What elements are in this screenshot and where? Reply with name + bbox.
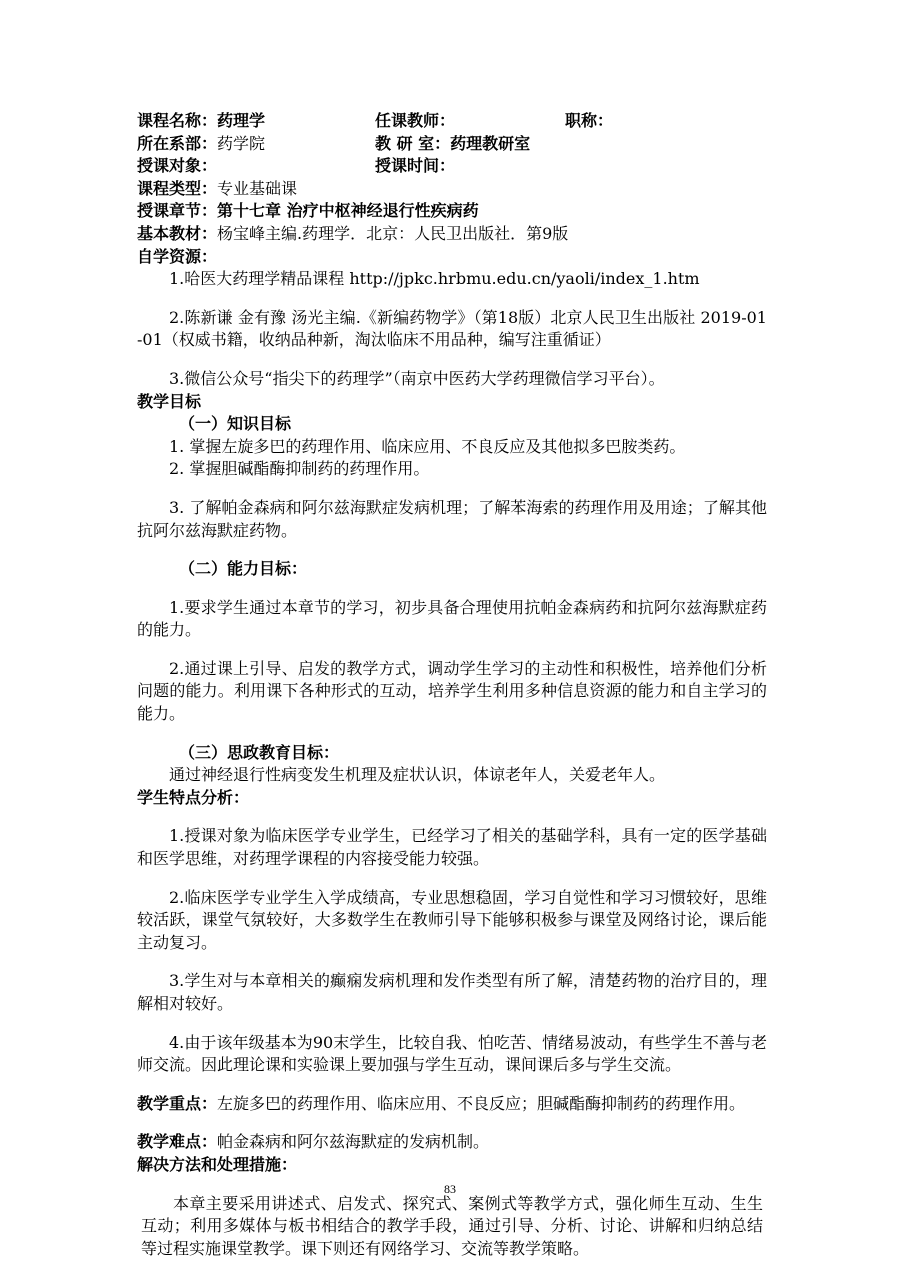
time-label: 授课时间：: [375, 156, 456, 176]
resource-item: 1.哈医大药理学精品课程 http://jpkc.hrbmu.edu.cn/yaoli/index_1.htm: [169, 269, 700, 289]
department-field: [137, 133, 375, 156]
key-points: [137, 1093, 767, 1116]
audience-label: 授课对象：: [137, 156, 218, 176]
knowledge-goal-item: 3. 了解帕金森病和阿尔兹海默症发病机理；了解苯海索的药理作用及用途；了解其他抗阿尔兹海默症药物。: [137, 497, 767, 540]
textbook-line: [137, 223, 767, 246]
page-number: 83: [444, 1182, 456, 1196]
chapter-line: [137, 200, 767, 223]
office-field: [375, 133, 530, 156]
course-field: [137, 110, 375, 133]
knowledge-goals-heading: （一）知识目标: [179, 414, 292, 434]
lesson-plan-content: [137, 110, 767, 1276]
ability-goal-item: 1.要求学生通过本章节的学习，初步具备合理使用抗帕金森病药和抗阿尔兹海默症药的能力。: [137, 597, 767, 640]
office-value: 药理教研室: [450, 133, 531, 153]
methods-heading: 解决方法和处理措施：: [137, 1154, 298, 1174]
student-feature-item: 2.临床医学专业学生入学成绩高，专业思想稳固，学习自觉性和学习习惯较好，思维较活跃，课堂气氛较好，大多数学生在教师引导下能够积极参与课堂及网络讨论，课后能主动复习。: [137, 887, 767, 952]
resource-item: 2.陈新谦 金有豫 汤光主编.《新编药物学》（第18版）北京人民卫生出版社 2019-01-01（权威书籍，收纳品种新，淘汰临床不用品种，编写注重循证）: [137, 307, 767, 350]
course-type-label: 课程类型：: [137, 178, 218, 198]
knowledge-goal-item: 2. 掌握胆碱酯酶抑制药的药理作用。: [169, 459, 430, 479]
office-label: 教 研 室：: [375, 133, 451, 153]
textbook-label: 基本教材：: [137, 223, 218, 243]
goals-heading: 教学目标: [137, 391, 202, 411]
department-row: [137, 133, 767, 156]
students-heading: 学生特点分析：: [137, 787, 250, 807]
key-points-value: 左旋多巴的药理作用、临床应用、不良反应；胆碱酯酶抑制药的药理作用。: [217, 1093, 746, 1113]
course-info-row: [137, 110, 767, 133]
student-feature-item: 3.学生对与本章相关的癫痫发病机理和发作类型有所了解，清楚药物的治疗目的，理解相对较好。: [137, 971, 767, 1013]
textbook-value: 杨宝峰主编.药理学．北京：人民卫出版社．第9版: [217, 223, 569, 243]
difficulties: [137, 1131, 767, 1154]
course-type-value: 专业基础课: [217, 178, 298, 198]
department-label: 所在系部：: [137, 133, 218, 153]
course-value: 药理学: [217, 111, 266, 130]
ideology-goal-text: 通过神经退行性病变发生机理及症状认识，体谅老年人，关爱老年人。: [169, 765, 666, 785]
department-value: 药学院: [217, 133, 266, 153]
teacher-label: 任课教师：: [375, 111, 456, 130]
key-points-label: 教学重点：: [137, 1093, 218, 1113]
ability-goals-heading: （二）能力目标：: [179, 559, 308, 579]
ability-goal-item: 2.通过课上引导、启发的教学方式，调动学生学习的主动性和积极性，培养他们分析问题的能力。利用课下各种形式的互动，培养学生利用多种信息资源的能力和自主学习的能力。: [137, 658, 767, 724]
course-label: 课程名称：: [137, 111, 218, 130]
ideology-goals-heading: （三）思政教育目标：: [179, 742, 340, 762]
chapter-label: 授课章节：: [137, 201, 218, 221]
methods-text: 本章主要采用讲述式、启发式、探究式、案例式等教学方式，强化师生互动、生生互动；利用多媒体与板书相结合的教学手段，通过引导、分析、讨论、讲解和归纳总结等过程实施课堂教学。课下则还有网络学习、交流等教学策略。: [141, 1193, 763, 1258]
resources-heading: 自学资源：: [137, 246, 218, 266]
difficulties-value: 帕金森病和阿尔兹海默症的发病机制。: [217, 1132, 490, 1152]
course-type-line: [137, 178, 767, 201]
chapter-value: 第十七章 治疗中枢神经退行性疾病药: [217, 201, 479, 221]
difficulties-label: 教学难点：: [137, 1132, 218, 1152]
audience-row: [137, 155, 767, 178]
student-feature-item: 4.由于该年级基本为90末学生，比较自我、怕吃苦、情绪易波动，有些学生不善与老师交流。因此理论课和实验课上要加强与学生互动，课间课后多与学生交流。: [137, 1032, 767, 1075]
knowledge-goal-item: 1. 掌握左旋多巴的药理作用、临床应用、不良反应及其他拟多巴胺类药。: [169, 436, 686, 456]
title-label: 职称：: [565, 111, 614, 130]
student-feature-item: 1.授课对象为临床医学专业学生，已经学习了相关的基础学科，具有一定的医学基础和医学思维，对药理学课程的内容接受能力较强。: [137, 826, 767, 869]
resource-item: 3.微信公众号“指尖下的药理学”（南京中医药大学药理微信学习平台）。: [169, 368, 665, 388]
